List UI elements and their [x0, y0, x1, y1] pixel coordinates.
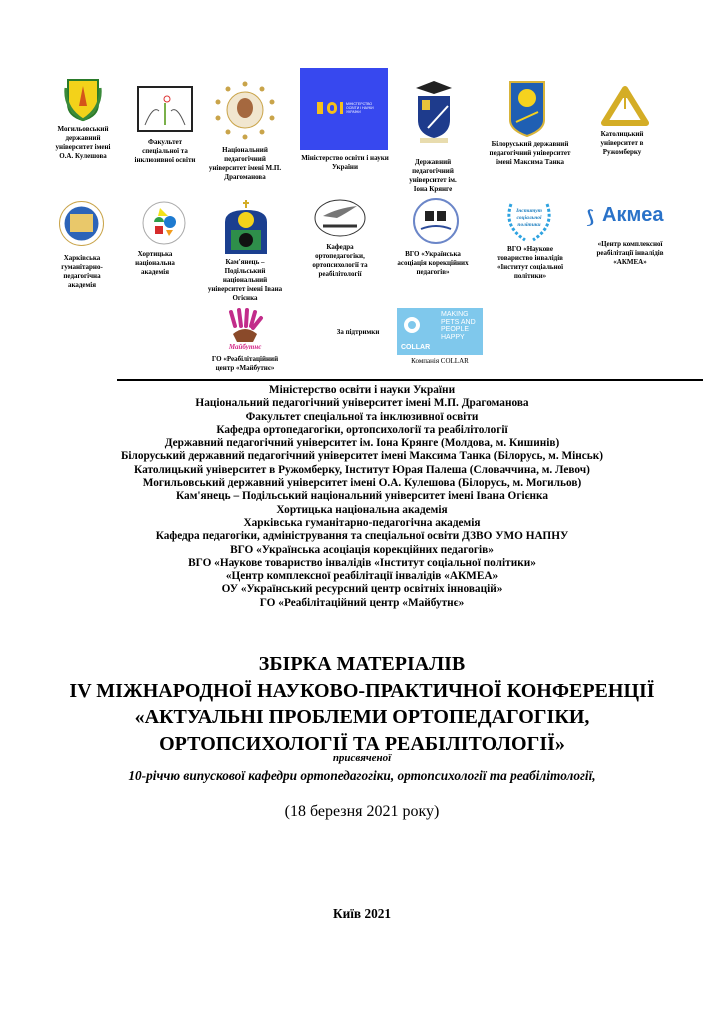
- title-line: IV МІЖНАРОДНОЇ НАУКОВО-ПРАКТИЧНОЇ КОНФЕРЕНЦІЇ: [69, 679, 655, 702]
- logo-caption: Білоруський державний педагогічний університет імені Максима Танка: [489, 140, 571, 166]
- organizers-list: [0, 384, 724, 610]
- logo-caption: Факультет спеціальної та інклюзивної освіти: [134, 138, 196, 164]
- organizer: Могильовський державний університет імені О.А. Кулешова (Білорусь, м. Могильов): [142, 477, 582, 490]
- department-logo: [313, 198, 367, 238]
- title-line: «АКТУАЛЬНІ ПРОБЛЕМИ ОРТОПЕДАГОГІКИ,: [134, 706, 590, 729]
- social-policy-institute-logo: [503, 198, 555, 243]
- logo-caption: ВГО «Наукове товариство інвалідів «Інститут соціальної політики»: [496, 245, 564, 280]
- collar-logo: [397, 308, 483, 355]
- support-label: За підтримки: [336, 328, 380, 336]
- logo-caption: «Центр комплексної реабілітації інвалідів «АКМЕА»: [596, 240, 664, 266]
- organizer: Білоруський державний педагогічний університет імені Максима Танка (Білорусь, м. Мінськ): [120, 450, 604, 463]
- organizer: Кафедра ортопедагогіки, ортопсихології та реабілітології: [216, 423, 508, 436]
- ministry-logo: [300, 68, 388, 150]
- organizer: Харківська гуманітарно-педагогічна академія: [243, 516, 481, 529]
- city-year: Київ 2021: [332, 906, 392, 921]
- institute-logo-text: Інститут соціальної політики: [516, 208, 542, 228]
- organizer: ГО «Реабілітаційний центр «Майбутнє»: [259, 596, 465, 609]
- logo-caption: Національний педагогічний університет імені М.П. Драгоманова: [208, 146, 282, 181]
- akmea-logo-text: Акмеа: [602, 204, 664, 226]
- organizer: Хортицька національна академія: [276, 503, 448, 516]
- logo-caption: Католицький університет в Ружомберку: [600, 130, 644, 156]
- dedication-text: 10-річчю випускової кафедри ортопедагогіки, ортопсихології та реабілітології,: [128, 768, 596, 783]
- collar-brand: COLLAR: [401, 344, 431, 351]
- collar-slogan: MAKING PETS AND PEOPLE HAPPY: [441, 311, 476, 341]
- conference-date: (18 березня 2021 року): [284, 803, 440, 820]
- akmea-figure-icon: ⟆: [586, 207, 595, 227]
- organizer: ВГО «Наукове товариство інвалідів «Інститут соціальної політики»: [188, 556, 536, 569]
- ministry-logo-text: МІНІСТЕРСТВО ОСВІТИ І НАУКИ УКРАЇНИ: [346, 102, 374, 114]
- kamianets-university-logo: [223, 200, 269, 256]
- title-line: ОРТОПСИХОЛОГІЇ ТА РЕАБІЛІТОЛОГІЇ»: [159, 733, 565, 756]
- khortytsia-academy-logo: [140, 200, 188, 246]
- organizer: Національний педагогічний університет імені М.П. Драгоманова: [195, 397, 529, 410]
- organizer: ОУ «Український ресурсний центр освітніх інновацій»: [221, 583, 503, 596]
- mogilev-university-logo: [64, 78, 102, 122]
- logo-caption: Кам'янець – Подільський національний університет імені Івана Огієнка: [207, 258, 283, 302]
- maibutnie-logo: [225, 308, 265, 350]
- organizer: Міністерство освіти і науки України: [268, 384, 456, 396]
- logo-caption: Державний педагогічний університет ім. Іона Крянге: [409, 158, 457, 193]
- logo-caption: Могильовський державний університет імені О.А. Кулешова: [55, 125, 111, 160]
- logo-caption: Компанія COLLAR: [411, 357, 469, 365]
- document-title: [0, 651, 724, 758]
- logo-caption: Кафедра ортопедагогіки, ортопсихології та реабілітології: [312, 243, 368, 278]
- svg-text:Майбутнє: Майбутнє: [228, 343, 262, 350]
- bdpu-logo: [508, 80, 546, 137]
- organizer: ВГО «Українська асоціація корекційних педагогів»: [230, 543, 494, 556]
- organizer: Державний педагогічний університет ім. Іона Крянге (Молдова, м. Кишинів): [164, 437, 560, 450]
- dedicated-label: присвяченої: [332, 752, 392, 764]
- organizer: Кафедра педагогіки, адміністрування та спеціальної освіти ДЗВО УМО НАПНУ: [155, 530, 569, 543]
- logo-caption: Харківська гуманітарно-педагогічна академія: [61, 254, 103, 289]
- organizer: Католицький університет в Ружомберку, Інститут Юрая Палеша (Словаччина, м. Левоч): [134, 463, 590, 476]
- logo-caption: ГО «Реабілітаційний центр «Майбутнє»: [211, 355, 279, 372]
- organizer: «Центр комплексної реабілітації інвалідів «АКМЕА»: [225, 570, 499, 583]
- organizer: Факультет спеціальної та інклюзивної освіти: [245, 410, 479, 423]
- divider: [117, 379, 703, 381]
- akmea-logo: [586, 205, 674, 233]
- dragomanov-university-logo: [212, 80, 278, 140]
- title-line: ЗБІРКА МАТЕРІАЛІВ: [258, 653, 466, 675]
- vgo-uakp-logo: [411, 197, 461, 245]
- kharkiv-academy-logo: [58, 200, 105, 247]
- creanga-university-logo: [412, 78, 456, 150]
- logo-caption: Хортицька національна академія: [135, 250, 175, 276]
- logo-caption: ВГО «Українська асоціація корекційних педагогів»: [397, 250, 469, 276]
- logo-caption: Міністерство освіти і науки України: [301, 154, 389, 171]
- catholic-university-logo: [600, 85, 650, 130]
- organizer: Кам'янець – Подільський національний університет імені Івана Огієнка: [176, 490, 548, 503]
- faculty-logo: [137, 85, 193, 133]
